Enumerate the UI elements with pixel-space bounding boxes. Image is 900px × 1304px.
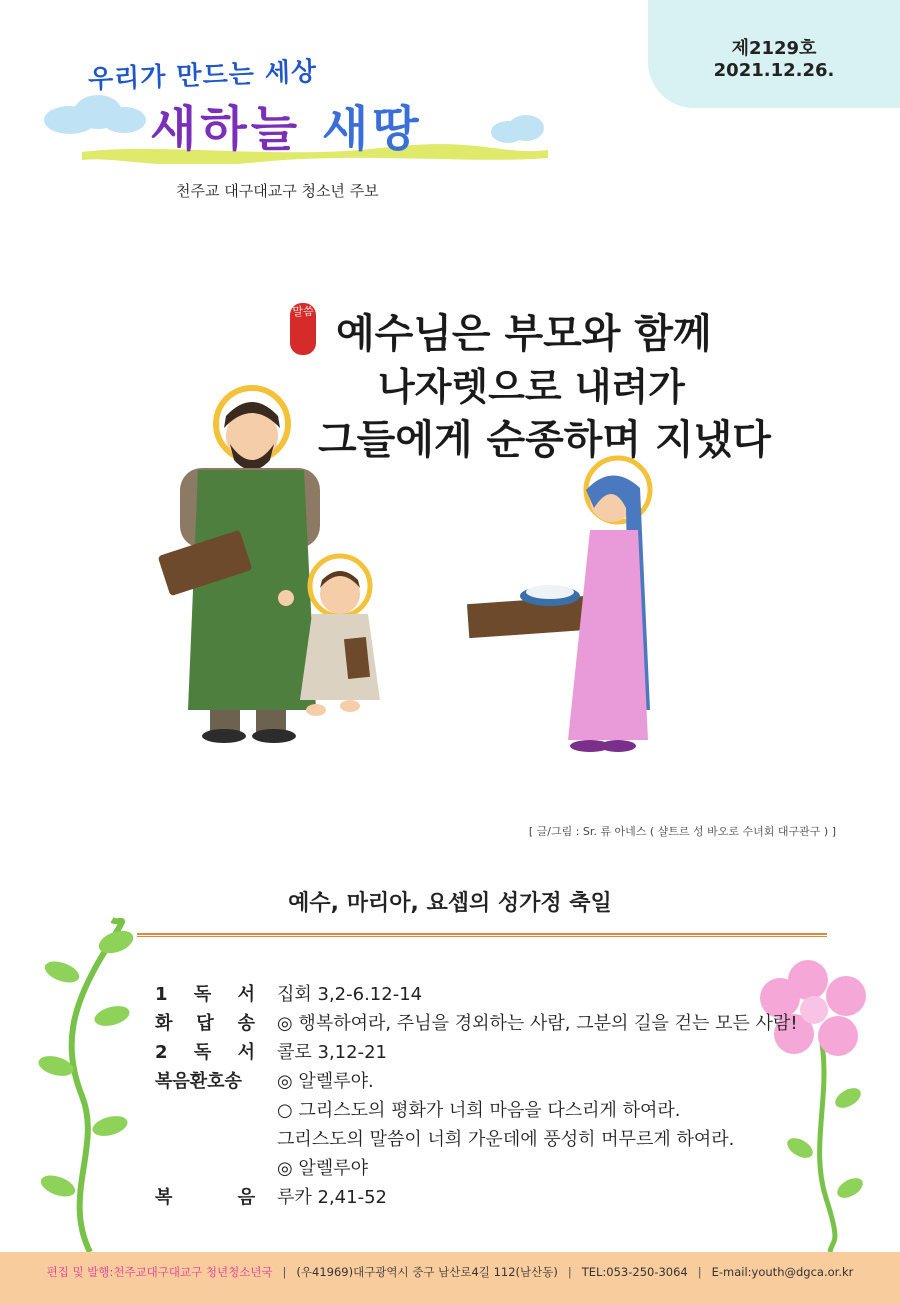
reading-value: 콜로 3,12-21 <box>277 1042 387 1063</box>
reading-row <box>155 1096 798 1125</box>
vine-left-decoration <box>32 916 136 1252</box>
reading-label: 복음환호송 <box>155 1071 242 1092</box>
reading-label <box>155 1096 255 1125</box>
reading-row <box>155 1154 798 1183</box>
reading-label <box>155 1125 255 1154</box>
feast-title: 예수, 마리아, 요셉의 성가정 축일 <box>288 891 612 916</box>
wooden-table <box>467 585 589 638</box>
quote-line-1: 예수님은 부모와 함께 <box>336 310 712 357</box>
reading-row <box>155 1038 798 1067</box>
reading-value: 그리스도의 말씀이 너희 가운데에 풍성히 머무르게 하여라. <box>277 1129 735 1150</box>
footer-separator: | <box>697 1265 702 1279</box>
footer-text <box>0 1252 900 1292</box>
issue-number: 제2129호 <box>731 38 817 59</box>
reading-row <box>155 1009 798 1038</box>
reading-value: ◎ 행복하여라, 주님을 경외하는 사람, 그분의 길을 걷는 모든 사람! <box>277 1013 798 1034</box>
reading-row <box>155 1183 798 1212</box>
issue-date: 2021.12.26. <box>713 60 835 81</box>
reading-row <box>155 1067 798 1096</box>
seal-stamp: 말씀 <box>290 303 316 355</box>
masthead-title <box>150 90 423 159</box>
footer-address: (우41969)대구광역시 중구 남산로4길 112(남산동) <box>296 1265 558 1279</box>
reading-value: 집회 3,2-6.12-14 <box>277 984 423 1005</box>
reading-row <box>155 980 798 1009</box>
footer-tel: TEL:053-250-3064 <box>581 1265 688 1279</box>
reading-value: ◎ 알렐루야. <box>277 1071 374 1092</box>
footer-bar <box>0 1252 900 1304</box>
title-divider <box>137 933 827 937</box>
reading-label: 복 음 <box>155 1187 255 1208</box>
masthead-title-a: 새하늘 <box>150 101 302 157</box>
reading-row <box>155 1125 798 1154</box>
footer-email[interactable]: E-mail:youth@dgca.or.kr <box>711 1265 854 1279</box>
readings-list <box>155 980 798 1212</box>
reading-label <box>155 1154 255 1183</box>
holy-family-illustration <box>150 380 660 780</box>
publisher-line: 천주교 대구대교구 청소년 주보 <box>176 182 379 200</box>
slogan: 우리가 만드는 세상 <box>87 57 318 95</box>
reading-label: 2 독 서 <box>155 1042 255 1063</box>
illustration-credit: [ 글/그림 : Sr. 류 아네스 ( 샬트르 성 바오로 수녀회 대구관구 ) ] <box>528 825 836 838</box>
footer-publisher: 편집 및 발행:천주교대구대교구 청년청소년국 <box>46 1265 273 1279</box>
reading-label: 1 독 서 <box>155 984 255 1005</box>
footer-separator: | <box>567 1265 572 1279</box>
footer-separator: | <box>282 1265 287 1279</box>
child-jesus-figure <box>300 556 380 716</box>
reading-value: 루카 2,41-52 <box>277 1187 387 1208</box>
quote-line-3: 그들에게 순종하며 지냈다 <box>318 416 771 463</box>
joseph-figure <box>158 388 320 743</box>
issue-box <box>648 0 900 108</box>
cloud-icon <box>40 92 150 136</box>
reading-value: ○ 그리스도의 평화가 너희 마음을 다스리게 하여라. <box>277 1100 681 1121</box>
quote-line-2: 나자렛으로 내려가 <box>378 364 685 409</box>
reading-value: ◎ 알렐루야 <box>277 1158 368 1179</box>
reading-label: 화 답 송 <box>155 1013 255 1034</box>
masthead-title-b: 새땅 <box>321 101 423 157</box>
